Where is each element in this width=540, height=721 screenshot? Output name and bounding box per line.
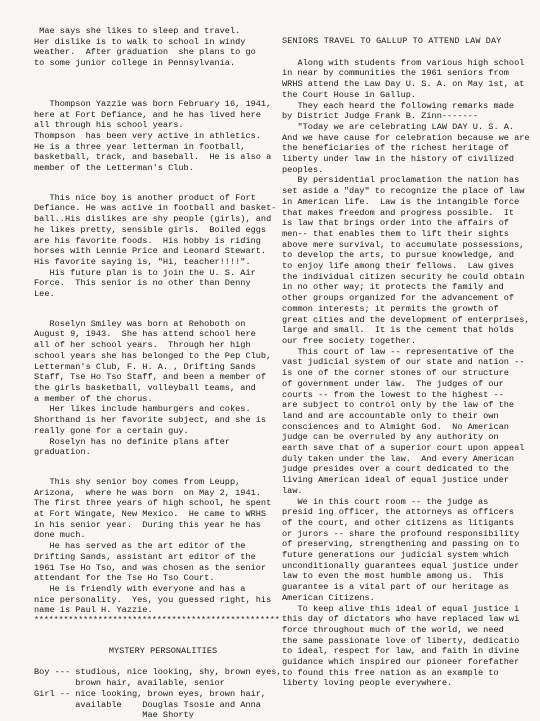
text-line: They each heard the following remarks made bbox=[282, 100, 515, 111]
article-paragraph-4 bbox=[282, 347, 540, 497]
text-line: in no other way; it protects the family and bbox=[282, 282, 504, 293]
text-line: guidance which inspired our pioneer forefather bbox=[282, 657, 520, 668]
text-line: graduation. bbox=[34, 447, 91, 458]
text-line: judge can be overruled by any authority on bbox=[282, 432, 499, 443]
mystery-heading: MYSTERY PERSONALITIES bbox=[108, 645, 218, 656]
text-line: in near by communities the 1961 seniors from bbox=[282, 68, 509, 79]
left-column bbox=[34, 26, 292, 721]
text-line: the same passionate love of liberty, dedicatio bbox=[282, 635, 520, 646]
paul-paragraph-2 bbox=[34, 541, 292, 584]
text-line: nice personality. Yes, you guessed right, his bbox=[34, 594, 272, 605]
roselyn-paragraph-3 bbox=[34, 437, 292, 458]
roselyn-paragraph-2 bbox=[34, 404, 292, 436]
text-line: And we have cause for celebration because we are bbox=[282, 132, 530, 143]
article-paragraph-6 bbox=[282, 604, 540, 690]
thompson-paragraph-1 bbox=[34, 99, 292, 131]
text-line: living American ideal of equal justice under bbox=[282, 475, 509, 486]
text-line: This court of law -- representative of the bbox=[282, 346, 515, 357]
text-line: is one of the corner stones of our structure bbox=[282, 368, 509, 379]
text-line: member of the Letterman's Club. bbox=[34, 163, 194, 174]
text-line: Arizona, where he was born on May 2, 1941. bbox=[34, 487, 261, 498]
text-line: Mae says she likes to sleep and travel. bbox=[34, 26, 241, 36]
text-line: other groups organized for the advancement of bbox=[282, 293, 515, 304]
article-paragraph-2 bbox=[282, 101, 540, 176]
text-line: in his senior year. During this year he has bbox=[34, 519, 261, 530]
text-line: presid ing officer, the attorneys as officers bbox=[282, 507, 515, 518]
text-line: Drifting Sands, assistant art editor of the bbox=[34, 551, 256, 562]
text-line: WRHS attend the Law Day U. S. A. on May 1st, at bbox=[282, 79, 525, 90]
text-line: Thompson Yazzie was born February 16, 1941, bbox=[34, 98, 272, 109]
text-line: great cities and the development of enterprises, bbox=[282, 314, 530, 325]
text-line: liberty under law in the history of civilized bbox=[282, 154, 515, 165]
text-line: are subject to control only by the law of the bbox=[282, 400, 515, 411]
text-line: "Today we are celebrating LAW DAY U. S. A. bbox=[282, 121, 515, 132]
denny-paragraph-2 bbox=[34, 268, 292, 300]
text-line: land and are accountable only to their own bbox=[282, 410, 499, 421]
text-line: We in this court room -- the judge as bbox=[282, 496, 489, 507]
article-paragraph-3 bbox=[282, 175, 540, 346]
text-line: By persidential proclamation the nation has bbox=[282, 175, 520, 186]
text-line: by District Judge Frank B. Zinn------- bbox=[282, 111, 478, 122]
text-line: unconditionally guarantees equal justice under bbox=[282, 560, 520, 571]
text-line: guarantee is a vital part of our heritage as bbox=[282, 582, 509, 593]
text-line: at Fort Wingate, New Mexico. He came to WRHS bbox=[34, 509, 267, 520]
text-line: common interests; it permits the growth of bbox=[282, 303, 499, 314]
text-line: judge presides over a court dedicated to the bbox=[282, 464, 509, 475]
text-line: in American life. Law is the intangible force bbox=[282, 196, 520, 207]
text-line: name is Paul H. Yazzie. bbox=[34, 605, 153, 616]
article-paragraph-1 bbox=[282, 58, 540, 101]
paul-paragraph-1 bbox=[34, 477, 292, 541]
text-line: available Douglas Tsosie and Anna bbox=[34, 699, 261, 710]
text-line: weather. After graduation she plans to go bbox=[34, 47, 256, 58]
text-line: peoples. bbox=[282, 164, 324, 175]
text-line: set aside a "day" to recognize the place of law bbox=[282, 186, 525, 197]
text-line: Along with students from various high school bbox=[282, 57, 525, 68]
star-divider: ************************************************** bbox=[34, 616, 280, 626]
text-line: American Citizens. bbox=[282, 592, 375, 603]
text-line: earth save that of a superior court upon appeal bbox=[282, 443, 525, 454]
text-line: to develop the arts, to pursue knowledge, and bbox=[282, 250, 515, 261]
denny-paragraph-1 bbox=[34, 193, 292, 268]
text-line: really gone for a certain guy. bbox=[34, 425, 189, 436]
text-line: His favorite saying is, "Hi, teacher!!!!". bbox=[34, 256, 251, 267]
text-line: to some junior college in Pennsylvania. bbox=[34, 58, 236, 69]
text-line: attendant for the Tse Ho Tso Court. bbox=[34, 573, 215, 584]
text-line: the Court House in Gallup. bbox=[282, 89, 417, 100]
text-line: vast judicial system of our state and nation -- bbox=[282, 357, 525, 368]
text-line: horses with Lennie Price and Leonard Stewart. bbox=[34, 246, 267, 257]
roselyn-paragraph-1 bbox=[34, 319, 292, 405]
text-line: all of her school years. Through her high bbox=[34, 340, 251, 351]
text-line: of the court, and other citizens as litigants bbox=[282, 517, 515, 528]
right-column bbox=[282, 36, 540, 689]
text-line: he likes pretty, sensible girls. Boiled eggs bbox=[34, 224, 267, 235]
text-line: to enjoy life among their fellows. Law gives bbox=[282, 261, 515, 272]
text-line: is law that brings order into the affairs of bbox=[282, 218, 509, 229]
text-line: He has served as the art editor of the bbox=[34, 541, 246, 552]
text-line: To keep alive this ideal of equal justice i bbox=[282, 603, 520, 614]
text-line: duly taken under the law. And every American bbox=[282, 453, 515, 464]
text-line: courts -- from the lowest to the highest -- bbox=[282, 389, 504, 400]
text-line: He is friendly with everyone and has a bbox=[34, 583, 246, 594]
text-line: a member of the chorus. bbox=[34, 393, 153, 404]
text-line: This shy senior boy comes from Leupp, bbox=[34, 476, 241, 487]
text-line: Boy --- studious, nice looking, shy, brown eyes, bbox=[34, 667, 282, 678]
text-line: ball..His dislikes are shy people (girls), and bbox=[34, 214, 272, 225]
article-headline: SENIORS TRAVEL TO GALLUP TO ATTEND LAW DAY bbox=[282, 36, 502, 46]
text-line: Roselyn has no definite plans after bbox=[34, 436, 230, 447]
text-line: consciences and to Almight God. No American bbox=[282, 421, 509, 432]
text-line: Her dislike is to walk to school in windy bbox=[34, 36, 246, 47]
text-line: Thompson has been very active in athletics. bbox=[34, 130, 261, 141]
text-line: force throughout much of the world, we need bbox=[282, 624, 504, 635]
text-line: the individual citizen security he could obtain bbox=[282, 271, 525, 282]
text-line: Lee. bbox=[34, 289, 55, 300]
text-line: This nice boy is another product of Fort bbox=[34, 192, 256, 203]
text-line: or jurors -- share the profound responsibility bbox=[282, 528, 520, 539]
text-line: 1961 Tse Ho Tso, and was chosen as the senior bbox=[34, 562, 267, 573]
text-line: Shorthand is her favorite subject, and she is bbox=[34, 415, 267, 426]
text-line: Defiance. He was active in football and basket- bbox=[34, 203, 277, 214]
mystery-list bbox=[34, 667, 292, 721]
text-line: here at Fort Defiance, and he has lived here bbox=[34, 109, 261, 120]
text-line: done much. bbox=[34, 530, 86, 541]
text-line: August 9, 1943. She has attend school here bbox=[34, 329, 256, 340]
text-line: Girl -- nice looking, brown eyes, brown hair, bbox=[34, 688, 267, 699]
article-paragraph-5 bbox=[282, 497, 540, 604]
text-line: He is a three year letterman in football, bbox=[34, 141, 246, 152]
text-line: all through his school years. bbox=[34, 120, 184, 131]
text-line: school years she has belonged to the Pep Club, bbox=[34, 350, 272, 361]
text-line: future generations our judicial system which bbox=[282, 550, 509, 561]
text-line: Roselyn Smiley was born at Rehoboth on bbox=[34, 318, 246, 329]
text-line: Force. This senior is no other than Denny bbox=[34, 278, 251, 289]
text-line: law. bbox=[282, 485, 303, 496]
text-line: above mere survival, to accumulate possessions, bbox=[282, 239, 525, 250]
text-line: large and small. It is the cement that holds bbox=[282, 325, 515, 336]
text-line: The first three years of high school, he spent bbox=[34, 498, 272, 509]
intro-paragraph bbox=[34, 26, 292, 69]
text-line: Letterman's Club, F. H. A. , Drifting Sands bbox=[34, 361, 256, 372]
thompson-paragraph-2 bbox=[34, 131, 292, 174]
text-line: His future plan is to join the U. S. Air bbox=[34, 267, 256, 278]
text-line: this day of dictators who have replaced law wi bbox=[282, 614, 520, 625]
paul-paragraph-3 bbox=[34, 584, 292, 616]
text-line: Staff, Tse Ho Tso Staff, and been a member of bbox=[34, 372, 267, 383]
text-line: the girls basketball, volleyball teams, and bbox=[34, 382, 256, 393]
text-line: of government under law. The judges of our bbox=[282, 378, 504, 389]
text-line: to ideal, respect for law, and faith in divine bbox=[282, 646, 520, 657]
text-line: are his favorite foods. His hobby is riding bbox=[34, 235, 261, 246]
text-line: Mae Shorty bbox=[34, 710, 194, 721]
text-line: of preserving, strengthening and passing on to bbox=[282, 539, 520, 550]
text-line: that makes freedom and progress possible. It bbox=[282, 207, 515, 218]
text-line: the beneficiaries of the richest heritage of bbox=[282, 143, 509, 154]
text-line: to found this free nation as an example to bbox=[282, 667, 499, 678]
text-line: law to even the most humble among us. This bbox=[282, 571, 504, 582]
text-line: basketball, track, and baseball. He is also a bbox=[34, 152, 272, 163]
text-line: our free society together. bbox=[282, 335, 417, 346]
text-line: Her likes include hamburgers and cokes. bbox=[34, 404, 251, 415]
text-line: brown hair, available, senior bbox=[34, 678, 225, 689]
text-line: men-- that enables them to lift their sights bbox=[282, 228, 509, 239]
text-line: liberty loving people everywhere. bbox=[282, 678, 453, 689]
